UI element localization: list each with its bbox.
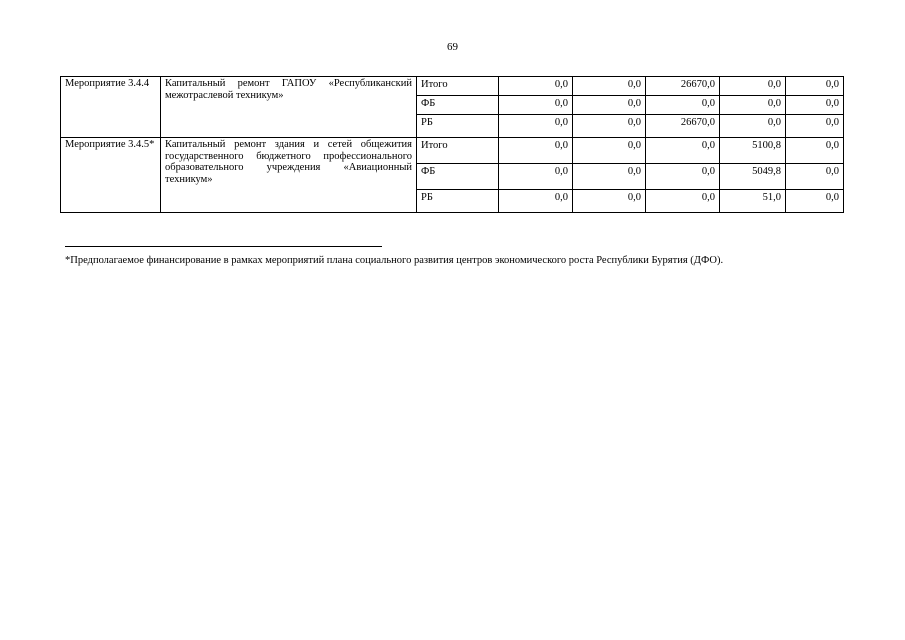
- page-number: 69: [447, 41, 458, 53]
- value-cell: 0,0: [720, 115, 786, 138]
- funding-source: РБ: [417, 115, 499, 138]
- value-cell: 0,0: [499, 164, 573, 190]
- value-cell: 0,0: [499, 138, 573, 164]
- value-cell: 0,0: [646, 96, 720, 115]
- value-cell: 0,0: [786, 115, 844, 138]
- funding-source: Итого: [417, 138, 499, 164]
- value-cell: 0,0: [786, 164, 844, 190]
- table-row: [61, 138, 844, 164]
- value-cell: 26670,0: [646, 77, 720, 96]
- funding-source: РБ: [417, 190, 499, 213]
- measure-name: Мероприятие 3.4.4: [61, 77, 161, 138]
- value-cell: 26670,0: [646, 115, 720, 138]
- funding-source: ФБ: [417, 96, 499, 115]
- value-cell: 0,0: [786, 138, 844, 164]
- value-cell: 0,0: [720, 96, 786, 115]
- value-cell: 51,0: [720, 190, 786, 213]
- funding-source: Итого: [417, 77, 499, 96]
- value-cell: 0,0: [573, 77, 646, 96]
- value-cell: 0,0: [499, 115, 573, 138]
- financing-table: [60, 76, 844, 213]
- measure-description: Капитальный ремонт ГАПОУ «Республиканский межотраслевой техникум»: [161, 77, 417, 138]
- value-cell: 0,0: [786, 77, 844, 96]
- value-cell: 0,0: [573, 138, 646, 164]
- value-cell: 0,0: [573, 96, 646, 115]
- value-cell: 0,0: [646, 164, 720, 190]
- measure-description: Капитальный ремонт здания и сетей общежития государственного бюджетного профессионального образовательного учреждения «Авиационный техникум»: [161, 138, 417, 213]
- measure-name: Мероприятие 3.4.5*: [61, 138, 161, 213]
- value-cell: 5049,8: [720, 164, 786, 190]
- value-cell: 0,0: [573, 115, 646, 138]
- value-cell: 0,0: [499, 77, 573, 96]
- value-cell: 0,0: [646, 138, 720, 164]
- value-cell: 0,0: [573, 190, 646, 213]
- footnote-separator: [65, 246, 382, 247]
- value-cell: 0,0: [786, 190, 844, 213]
- value-cell: 5100,8: [720, 138, 786, 164]
- value-cell: 0,0: [720, 77, 786, 96]
- value-cell: 0,0: [499, 96, 573, 115]
- table-row: [61, 77, 844, 96]
- funding-source: ФБ: [417, 164, 499, 190]
- value-cell: 0,0: [499, 190, 573, 213]
- footnote: *Предполагаемое финансирование в рамках мероприятий плана социального развития центров экономического роста Республики Бурятия (ДФО).: [65, 255, 724, 266]
- value-cell: 0,0: [786, 96, 844, 115]
- value-cell: 0,0: [573, 164, 646, 190]
- value-cell: 0,0: [646, 190, 720, 213]
